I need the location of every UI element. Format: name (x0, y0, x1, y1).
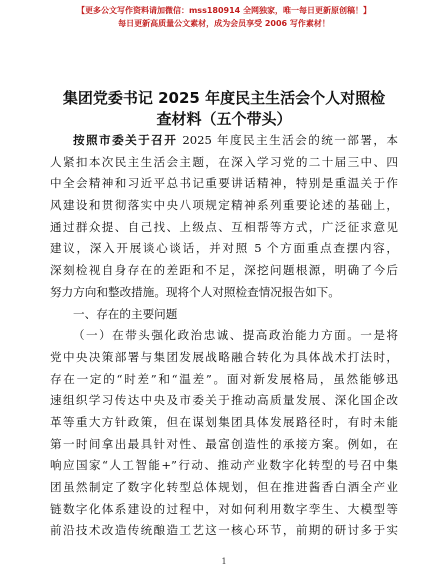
document-title (60, 88, 388, 130)
intro-line-1-rest: 2025 年度民主生活会的统一部署，本 (177, 133, 398, 147)
section-1-line: 革等重大方针政策，但在谋划集团具体发展路径时，有时未能 (50, 414, 398, 429)
intro-line: 通过群众提、自己找、上级点、互相帮等方式，广泛征求意见 (50, 219, 398, 234)
intro-line: 中全会精神和习近平总书记重要讲话精神，特别是重温关于作 (50, 176, 398, 191)
intro-line-1 (50, 130, 398, 152)
section-1-heading: 一、存在的主要问题 (73, 306, 178, 321)
promo-banner-line-1: 【更多公文写作资料请加微信：mss180914 全网独家，唯一每日更新原创稿！】 (76, 6, 372, 15)
document-body (50, 130, 398, 542)
section-1-line: 党中央决策部署与集团发展战略融合转化为具体战术打法时， (50, 349, 398, 364)
section-1-line: （一）在带头强化政治忠诚、提高政治能力方面。一是将 (73, 328, 398, 343)
section-1-line: 第一时间拿出最具针对性、最富创造性的承接方案。例如，在 (50, 436, 398, 451)
section-1-line: 团虽然制定了数字化转型总体规划，但在推进酱香白酒全产业 (50, 480, 398, 494)
section-1-line: 响应国家“人工智能+”行动、推动产业数字化转型的号召中集 (50, 458, 398, 473)
intro-lead: 按照市委关于召开 (73, 133, 178, 147)
intro-line: 深刻检视自身存在的差距和不足，深挖问题根源，明确了今后 (50, 263, 398, 278)
intro-line: 建议，深入开展谈心谈话，并对照 5 个方面重点查摆内容， (50, 241, 398, 256)
section-1-line: 存在一定的“时差”和“温差”。面对新发展格局，虽然能够迅 (50, 371, 398, 386)
section-1-line: 链数字化体系建设的过程中，对如何利用数字孪生、大模型等 (50, 501, 398, 516)
intro-line: 努力方向和整改措施。现将个人对照检查情况报告如下。 (50, 284, 340, 299)
promo-banner-line-2: 每日更新高质量公文素材，成为会员享受 2006 写作素材！ (118, 19, 330, 28)
section-1-line: 速组织学习传达中央及市委关于推动高质量发展、深化国企改 (50, 393, 398, 408)
section-1-line: 前沿技术改造传统酿造工艺这一核心环节，前期的研讨多于实 (50, 523, 398, 538)
intro-line: 人紧扣本次民主生活会主题，在深入学习党的二十届三中、四 (50, 154, 398, 169)
intro-line: 风建设和贯彻落实中央八项规定精神系列重要论述的基础上， (50, 198, 398, 213)
title-line-1: 集团党委书记 2025 年度民主生活会个人对照检 (62, 89, 386, 107)
page-number: 1 (221, 557, 227, 566)
title-line-2: 查材料（五个带头） (156, 110, 292, 128)
